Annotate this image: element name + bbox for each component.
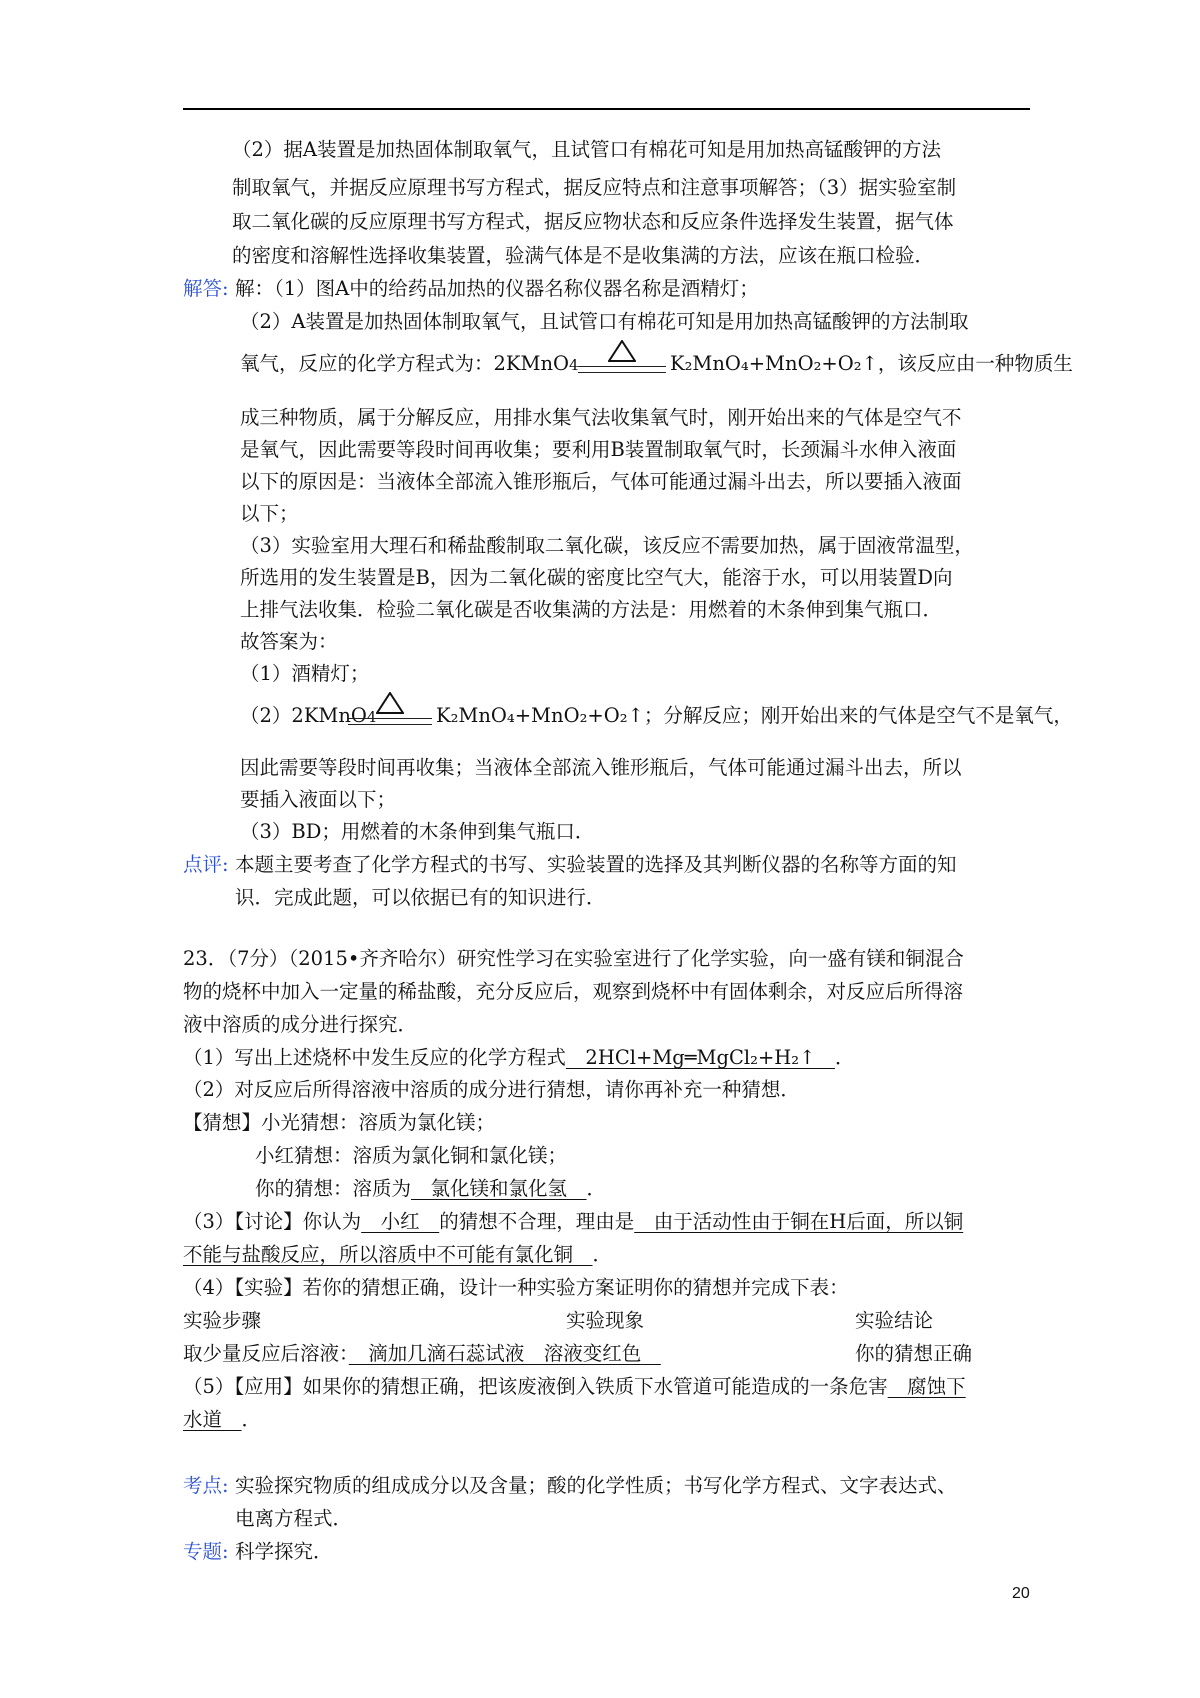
q23-part-5-answer-1: 腐蚀下: [887, 1375, 966, 1398]
zhuanti-label: 专题:: [183, 1540, 229, 1563]
q23-guess-3: [255, 1175, 606, 1203]
q23-part-3-answer-2a: 由于活动性由于铜在H后面，所以铜: [634, 1210, 964, 1233]
answer-line-8: 所选用的发生装置是B，因为二氧化碳的密度比空气大，能溶于水，可以用装置D向: [240, 566, 953, 589]
answer-line-4: 是氧气，因此需要等段时间再收集；要利用B装置制取氧气时，长颈漏斗水伸入液面: [240, 438, 957, 461]
q23-guess-2: 小红猜想：溶质为氯化铜和氯化镁；: [255, 1144, 568, 1167]
answer-line-7: （3）实验室用大理石和稀盐酸制取二氧化碳，该反应不需要加热，属于固液常温型，: [240, 534, 974, 557]
answer-line-11: （1）酒精灯；: [240, 662, 370, 685]
q23-part-5-line-2: [183, 1406, 261, 1434]
equation-1-equals-bar: [578, 366, 666, 373]
eq2-subscript: 4: [366, 708, 377, 726]
page-number: 20: [1012, 1585, 1030, 1602]
comment-line-2: 识．完成此题，可以依据已有的知识进行．: [235, 886, 606, 909]
q23-part-5-line-1: [183, 1373, 966, 1401]
answer-line-12: 因此需要等段时间再收集；当液体全部流入锥形瓶后，气体可能通过漏斗出去，所以: [240, 756, 962, 779]
table-header-conclusion: 实验结论: [855, 1309, 934, 1332]
comment-line-1: 本题主要考查了化学方程式的书写、实验装置的选择及其判断仪器的名称等方面的知: [235, 853, 957, 876]
q23-part-1-end: ．: [834, 1046, 855, 1069]
q23-guess-3-text: 你的猜想：溶质为: [255, 1177, 412, 1200]
table-row-answer: 滴加几滴石蕊试液 溶液变红色: [348, 1342, 661, 1365]
q23-part-3-answer-1: 小红: [361, 1210, 440, 1233]
q23-guess-3-end: ．: [586, 1177, 607, 1200]
q23-part-5-end: ．: [241, 1408, 262, 1431]
q23-part-1-answer: 2HCl+Mg═MgCl₂+H₂↑: [565, 1046, 835, 1069]
analysis-line-3: 取二氧化碳的反应原理书写方程式，据反应物状态和反应条件选择发生装置，据气体: [232, 210, 954, 233]
answer-line-5: 以下的原因是：当液体全部流入锥形瓶后，气体可能通过漏斗出去，所以要插入液面: [240, 470, 962, 493]
table-row-conclusion: 你的猜想正确: [855, 1342, 973, 1365]
analysis-line-1: （2）据A装置是加热固体制取氧气，且试管口有棉花可知是用加热高锰酸钾的方法: [232, 138, 941, 161]
q23-part-5-answer-2: 水道: [183, 1408, 242, 1431]
table-row-step-text: 取少量反应后溶液：: [183, 1342, 349, 1365]
eq2-products: K₂MnO₄+MnO₂+O₂↑；分解反应；刚开始出来的气体是空气不是氧气，: [436, 704, 1073, 727]
kaodian-label: 考点:: [183, 1474, 229, 1497]
answer-line-6: 以下；: [240, 502, 299, 525]
answer-line-9: 上排气法收集．检验二氧化碳是否收集满的方法是：用燃着的木条伸到集气瓶口．: [240, 598, 943, 621]
q23-part-3-end: ．: [592, 1243, 613, 1266]
table-header-phenomenon: 实验现象: [566, 1309, 645, 1332]
q23-guess-1: 【猜想】小光猜想：溶质为氯化镁；: [183, 1111, 496, 1134]
answer-label: 解答:: [183, 277, 229, 300]
analysis-line-2: 制取氧气，并据反应原理书写方程式，据反应特点和注意事项解答；（3）据实验室制: [232, 176, 957, 199]
equation-2-equals-bar: [348, 718, 432, 725]
answer-line-3: 成三种物质，属于分解反应，用排水集气法收集氧气时，刚开始出来的气体是空气不: [240, 406, 962, 429]
q23-part-2: （2）对反应后所得溶液中溶质的成分进行猜想，请你再补充一种猜想．: [183, 1078, 800, 1101]
comment-label: 点评:: [183, 853, 229, 876]
equation-2: [240, 690, 1073, 740]
eq2-prefix: （2）2KMnO: [240, 704, 367, 727]
q23-part-3-text: （3）【讨论】你认为: [183, 1210, 362, 1233]
q23-intro-2: 物的烧杯中加入一定量的稀盐酸，充分反应后，观察到烧杯中有固体剩余，对反应后所得溶: [183, 980, 964, 1003]
q23-part-3-line-1: [183, 1208, 963, 1236]
q23-intro-1: 23．（7分）（2015•齐齐哈尔）研究性学习在实验室进行了化学实验，向一盛有镁和铜混合: [183, 947, 964, 970]
q23-part-1-text: （1）写出上述烧杯中发生反应的化学方程式: [183, 1046, 566, 1069]
equation-1: [240, 338, 1073, 388]
q23-intro-3: 液中溶质的成分进行探究．: [183, 1013, 418, 1036]
q23-part-3-mid: 的猜想不合理，理由是: [439, 1210, 635, 1233]
heat-condition-icon-2: [376, 692, 404, 714]
header-rule: [183, 108, 1030, 110]
heat-condition-icon: [608, 340, 636, 362]
zhuanti-text: 科学探究．: [235, 1540, 333, 1563]
table-header-step: 实验步骤: [183, 1309, 262, 1332]
q23-part-5-text: （5）【应用】如果你的猜想正确，把该废液倒入铁质下水管道可能造成的一条危害: [183, 1375, 888, 1398]
table-row-step: [183, 1340, 661, 1368]
kaodian-line-2: 电离方程式．: [235, 1507, 353, 1530]
eq1-subscript: 4: [569, 356, 579, 374]
q23-part-1: [183, 1044, 854, 1072]
answer-line-13: 要插入液面以下；: [240, 788, 397, 811]
q23-part-3-line-2: [183, 1241, 612, 1269]
answer-line-10: 故答案为：: [240, 630, 338, 653]
eq1-prefix: 氧气，反应的化学方程式为：2KMnO: [240, 352, 569, 375]
eq1-products: K₂MnO₄+MnO₂+O₂↑，该反应由一种物质生: [670, 352, 1073, 375]
answer-line-14: （3）BD；用燃着的木条伸到集气瓶口．: [240, 820, 595, 843]
answer-line-2: （2）A装置是加热固体制取氧气，且试管口有棉花可知是用加热高锰酸钾的方法制取: [240, 310, 969, 333]
q23-part-3-answer-2b: 不能与盐酸反应，所以溶质中不可能有氯化铜: [183, 1243, 593, 1266]
kaodian-line-1: 实验探究物质的组成成分以及含量；酸的化学性质；书写化学方程式、文字表达式、: [235, 1474, 957, 1497]
analysis-line-4: 的密度和溶解性选择收集装置，验满气体是不是收集满的方法，应该在瓶口检验．: [232, 244, 935, 267]
answer-line-1: 解：（1）图A中的给药品加热的仪器名称仪器名称是酒精灯；: [235, 277, 759, 300]
q23-part-4: （4）【实验】若你的猜想正确，设计一种实验方案证明你的猜想并完成下表：: [183, 1276, 849, 1299]
q23-guess-3-answer: 氯化镁和氯化氢: [411, 1177, 587, 1200]
